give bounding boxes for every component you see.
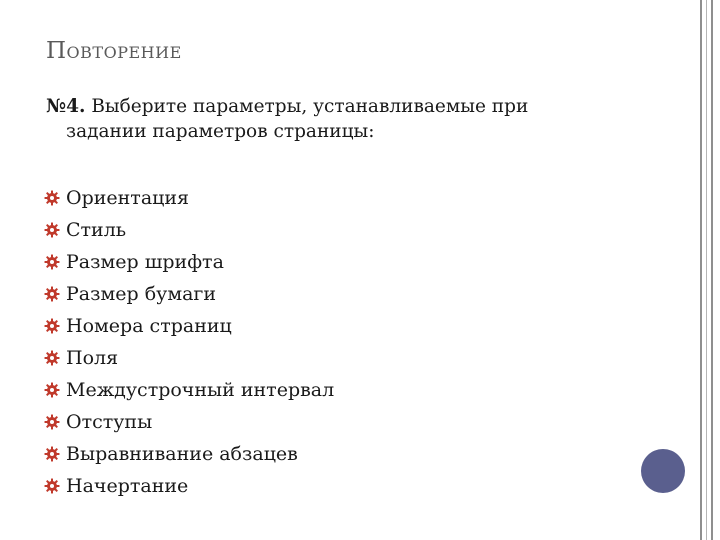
- gear-icon: [44, 222, 60, 238]
- gear-icon: [44, 318, 60, 334]
- task-line-1: [46, 94, 636, 119]
- list-item: [44, 246, 334, 278]
- gear-icon: [44, 350, 60, 366]
- list-item-label: Размер шрифта: [66, 251, 224, 273]
- list-item: [44, 438, 334, 470]
- list-item-label: Ориентация: [66, 187, 190, 209]
- task-text: [46, 94, 636, 144]
- list-item: [44, 374, 334, 406]
- side-border-decoration: [696, 0, 720, 540]
- list-item-label: Отступы: [66, 411, 153, 433]
- decorative-circle: [641, 449, 685, 493]
- list-item-label: Междустрочный интервал: [66, 379, 335, 401]
- list-item: [44, 342, 334, 374]
- slide-title: Повторение: [46, 38, 182, 64]
- gear-icon: [44, 190, 60, 206]
- list-item: [44, 278, 334, 310]
- task-question: Выберите параметры, устанавливаемые при: [91, 96, 529, 117]
- gear-icon: [44, 254, 60, 270]
- gear-icon: [44, 446, 60, 462]
- border-line: [706, 0, 707, 540]
- gear-icon: [44, 414, 60, 430]
- list-item: [44, 310, 334, 342]
- list-item: [44, 182, 334, 214]
- list-item: [44, 214, 334, 246]
- list-item-label: Выравнивание абзацев: [66, 443, 298, 465]
- gear-icon: [44, 478, 60, 494]
- list-item-label: Размер бумаги: [66, 283, 217, 305]
- options-list: [44, 182, 334, 502]
- task-line-2: задании параметров страницы:: [66, 121, 375, 142]
- list-item-label: Начертание: [66, 475, 189, 497]
- border-line: [700, 0, 702, 540]
- gear-icon: [44, 286, 60, 302]
- gear-icon: [44, 382, 60, 398]
- list-item-label: Поля: [66, 347, 119, 369]
- list-item: [44, 470, 334, 502]
- border-line: [711, 0, 713, 540]
- list-item-label: Стиль: [66, 219, 127, 241]
- list-item: [44, 406, 334, 438]
- task-number: №4.: [46, 96, 86, 117]
- list-item-label: Номера страниц: [66, 315, 232, 337]
